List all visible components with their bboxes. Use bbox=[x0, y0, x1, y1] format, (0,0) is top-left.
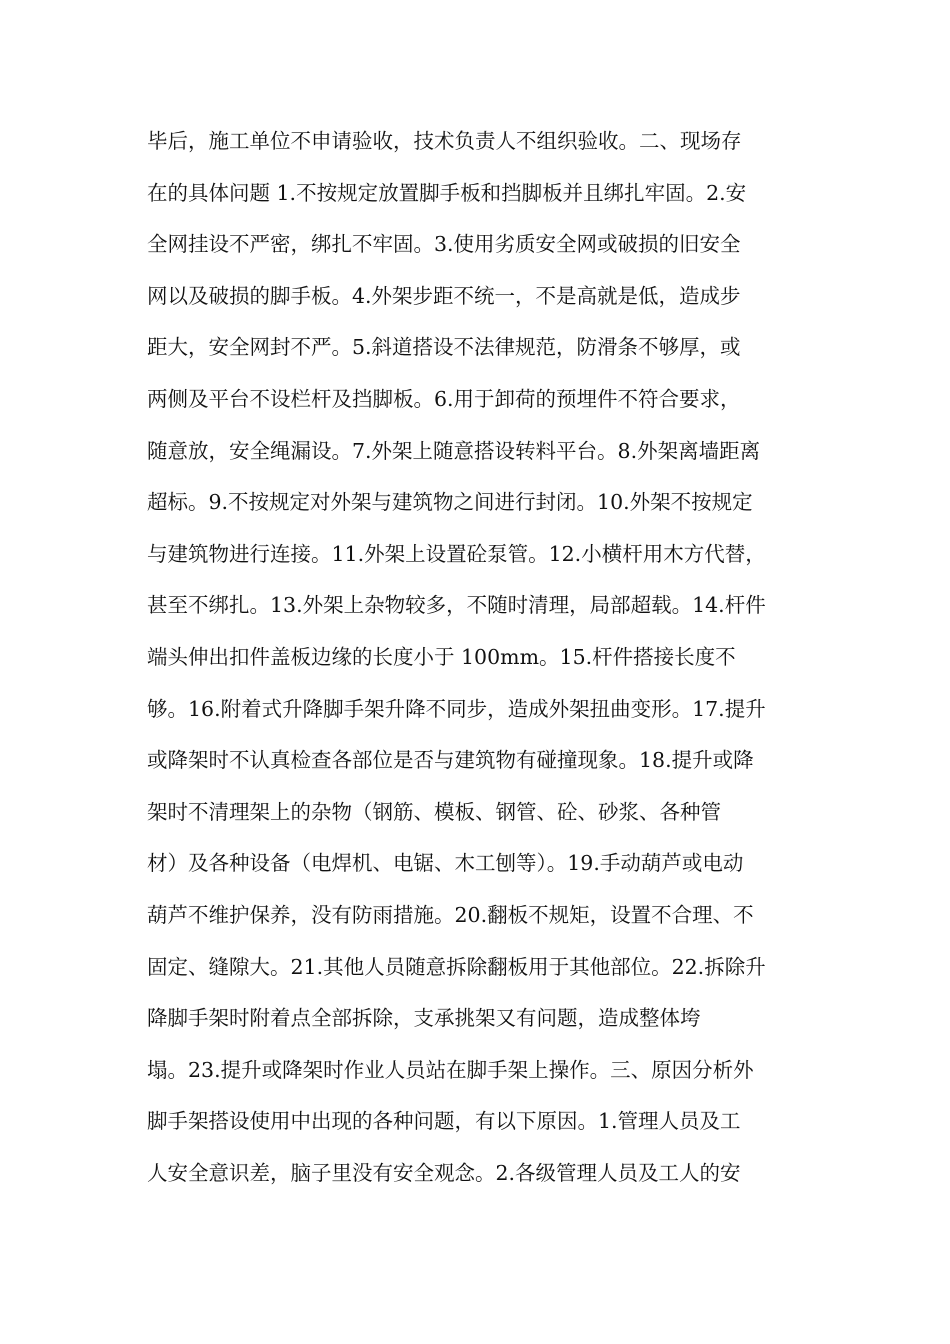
text-line: 够。16.附着式升降脚手架升降不同步，造成外架扭曲变形。17.提升 bbox=[147, 696, 766, 721]
text-line: 或降架时不认真检查各部位是否与建筑物有碰撞现象。18.提升或降 bbox=[147, 748, 754, 773]
text-line: 随意放，安全绳漏设。7.外架上随意搭设转料平台。8.外架离墙距离 bbox=[147, 438, 761, 463]
text-line: 材）及各种设备（电焊机、电锯、木工刨等）。19.手动葫芦或电动 bbox=[147, 851, 744, 876]
text-line: 网以及破损的脚手板。4.外架步距不统一，不是高就是低，造成步 bbox=[147, 283, 741, 308]
text-line: 两侧及平台不设栏杆及挡脚板。6.用于卸荷的预埋件不符合要求， bbox=[147, 386, 741, 411]
text-line: 全网挂设不严密，绑扎不牢固。3.使用劣质安全网或破损的旧安全 bbox=[147, 232, 741, 257]
text-line: 葫芦不维护保养，没有防雨措施。20.翻板不规矩，设置不合理、不 bbox=[147, 902, 754, 927]
text-line: 甚至不绑扎。13.外架上杂物较多，不随时清理，局部超载。14.杆件 bbox=[147, 593, 766, 618]
text-line: 端头伸出扣件盖板边缘的长度小于 100mm。15.杆件搭接长度不 bbox=[147, 644, 736, 669]
text-line: 固定、缝隙大。21.其他人员随意拆除翻板用于其他部位。22.拆除升 bbox=[147, 954, 766, 979]
text-line: 与建筑物进行连接。11.外架上设置砼泵管。12.小横杆用木方代替， bbox=[147, 541, 766, 566]
text-line: 距大，安全网封不严。5.斜道搭设不法律规范，防滑条不够厚，或 bbox=[147, 335, 741, 360]
text-line: 降脚手架时附着点全部拆除，支承挑架又有问题，造成整体垮 bbox=[147, 1006, 701, 1031]
body-text bbox=[147, 116, 827, 1199]
text-line: 人安全意识差，脑子里没有安全观念。2.各级管理人员及工人的安 bbox=[147, 1160, 741, 1185]
text-line: 架时不清理架上的杂物（钢筋、模板、钢管、砼、砂浆、各种管 bbox=[147, 799, 721, 824]
text-line: 脚手架搭设使用中出现的各种问题，有以下原因。1.管理人员及工 bbox=[147, 1109, 741, 1134]
text-line: 塌。23.提升或降架时作业人员站在脚手架上操作。三、原因分析外 bbox=[147, 1057, 754, 1082]
text-line: 毕后，施工单位不申请验收，技术负责人不组织验收。二、现场存 bbox=[147, 129, 742, 153]
text-line: 在的具体问题 1.不按规定放置脚手板和挡脚板并且绑扎牢固。2.安 bbox=[147, 180, 747, 205]
text-line: 超标。9.不按规定对外架与建筑物之间进行封闭。10.外架不按规定 bbox=[147, 490, 753, 515]
